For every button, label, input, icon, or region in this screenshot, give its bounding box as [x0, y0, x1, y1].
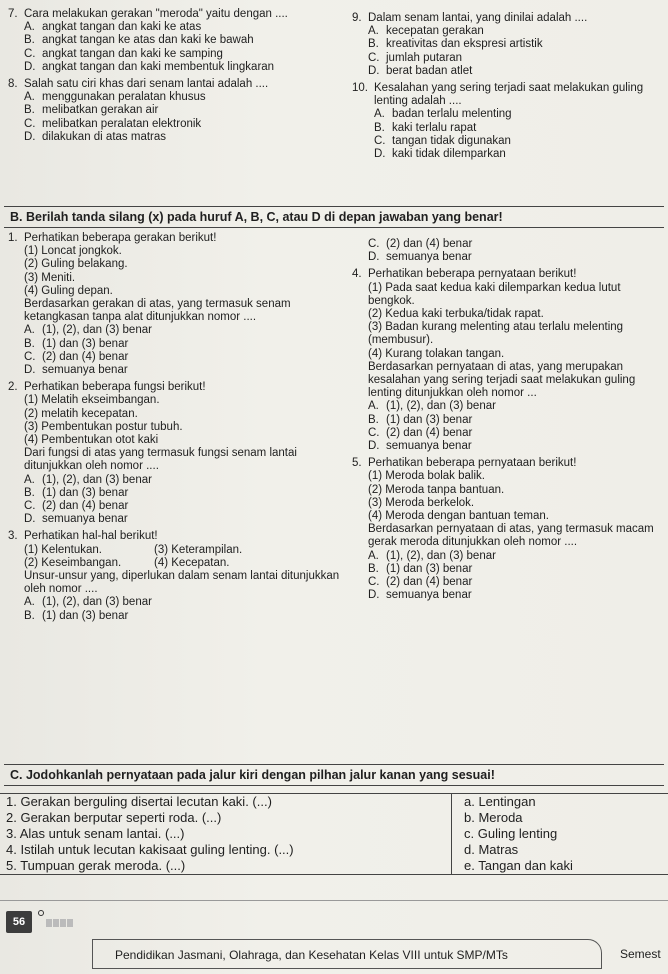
decorative-bars-icon	[46, 914, 74, 932]
option[interactable]: B. (1) dan (3) benar	[368, 413, 473, 426]
question-text: Cara melakukan gerakan "meroda" yaitu dengan ....	[24, 8, 288, 20]
decorative-dot-icon	[38, 910, 44, 916]
question-text: Perhatikan beberapa fungsi berikut!	[24, 381, 206, 394]
list-item: (2) Meroda tanpa bantuan.	[368, 483, 505, 496]
option[interactable]: A. (1), (2), dan (3) benar	[368, 549, 496, 562]
question-stem: Berdasarkan pernyataan di atas, yang merupakan kesalahan yang sering terjadi saat melakukan guling lenting ditunjukkan oleh nomor ...	[368, 360, 636, 400]
list-row: (1) Kelentukan. (3) Keterampilan.	[24, 543, 243, 556]
list-item: (3) Pembentukan postur tubuh.	[24, 420, 183, 433]
question-b3	[8, 530, 348, 543]
question-text: Salah satu ciri khas dari senam lantai adalah ....	[24, 78, 269, 91]
question-number: 8.	[8, 78, 18, 91]
answer-choice[interactable]: b. Meroda	[464, 810, 523, 825]
question-number: 2.	[8, 381, 18, 394]
question-stem: Dari fungsi di atas yang termasuk fungsi senam lantai ditunjukkan oleh nomor ....	[24, 447, 297, 473]
option[interactable]: A. menggunakan peralatan khusus	[24, 91, 206, 104]
statement: 5. Tumpuan gerak meroda. (...)	[6, 858, 186, 873]
question-7	[8, 8, 348, 21]
list-row: (2) Keseimbangan. (4) Kecepatan.	[24, 556, 230, 569]
page-footer	[0, 900, 668, 974]
section-b-heading: B. Berilah tanda silang (x) pada huruf A, B, C, atau D di depan jawaban yang benar!	[4, 206, 664, 228]
section-c-heading: C. Jodohkanlah pernyataan pada jalur kiri dengan pilhan jalur kanan yang sesuai!	[4, 764, 664, 786]
question-number: 9.	[352, 12, 362, 24]
question-b5	[352, 457, 664, 470]
option[interactable]: C. (2) dan (4) benar	[368, 426, 473, 439]
answer-choice[interactable]: a. Lentingan	[464, 794, 536, 809]
list-item: (4) Pembentukan otot kaki	[24, 434, 159, 447]
option[interactable]: A. angkat tangan dan kaki ke atas	[24, 21, 202, 34]
option[interactable]: A. (1), (2), dan (3) benar	[24, 473, 152, 486]
book-title: Pendidikan Jasmani, Olahraga, dan Kesehatan Kelas VIII untuk SMP/MTs	[92, 939, 602, 969]
option[interactable]: D. berat badan atlet	[368, 64, 473, 77]
list-item: (2) melatih kecepatan.	[24, 407, 138, 420]
option[interactable]: B. angkat tangan ke atas dan kaki ke bawah	[24, 34, 254, 47]
list-item: (2) Guling belakang.	[24, 258, 128, 271]
list-item: (2) Kedua kaki terbuka/tidak rapat.	[368, 308, 544, 321]
option[interactable]: D. semuanya benar	[24, 513, 128, 526]
option[interactable]: B. kaki terlalu rapat	[374, 121, 477, 134]
answer-choice[interactable]: e. Tangan dan kaki	[464, 858, 573, 873]
question-stem: Unsur-unsur yang, diperlukan dalam senam lantai ditunjukkan oleh nomor ....	[24, 570, 340, 596]
statement: 2. Gerakan berputar seperti roda. (...)	[6, 810, 222, 825]
option[interactable]: D. semuanya benar	[368, 589, 472, 602]
question-number: 5.	[352, 457, 362, 470]
page-number: 56	[6, 911, 32, 933]
option[interactable]: B. (1) dan (3) benar	[24, 486, 129, 499]
top-right-column	[352, 12, 664, 161]
option[interactable]: A. (1), (2), dan (3) benar	[24, 324, 152, 337]
top-left-column	[8, 8, 348, 144]
question-number: 1.	[8, 232, 18, 244]
option[interactable]: C. tangan tidak digunakan	[374, 134, 511, 147]
list-item: (4) Meroda dengan bantuan teman.	[368, 510, 549, 523]
question-text: Perhatikan hal-hal berikut!	[24, 530, 158, 543]
option[interactable]: A. kecepatan gerakan	[368, 25, 484, 38]
question-text: Kesalahan yang sering terjadi saat melakukan guling lenting adalah ....	[374, 82, 644, 108]
option[interactable]: C. (2) dan (4) benar	[368, 238, 473, 250]
question-b2	[8, 381, 348, 394]
option[interactable]: C. (2) dan (4) benar	[24, 350, 129, 363]
question-text: Perhatikan beberapa pernyataan berikut!	[368, 268, 577, 281]
question-10	[352, 82, 664, 108]
list-item: (3) Meroda berkelok.	[368, 496, 475, 509]
option[interactable]: A. (1), (2), dan (3) benar	[24, 596, 152, 609]
statement: 4. Istilah untuk lecutan kakisaat guling lenting. (...)	[6, 842, 294, 857]
option[interactable]: C. angkat tangan dan kaki ke samping	[24, 47, 223, 60]
answer-choice[interactable]: d. Matras	[464, 842, 519, 857]
question-text: Perhatikan beberapa gerakan berikut!	[24, 232, 217, 244]
option[interactable]: D. angkat tangan dan kaki membentuk lingkaran	[24, 60, 275, 73]
question-number: 4.	[352, 268, 362, 281]
list-item: (3) Meniti.	[24, 271, 76, 284]
section-b-right-column	[352, 238, 664, 602]
option[interactable]: B. (1) dan (3) benar	[24, 609, 129, 622]
answer-choice[interactable]: c. Guling lenting	[464, 826, 558, 841]
semester-label: Semest	[620, 947, 661, 961]
list-item: (1) Loncat jongkok.	[24, 245, 122, 258]
list-item: (4) Guling depan.	[24, 284, 113, 297]
question-b1	[8, 232, 348, 245]
option[interactable]: B. (1) dan (3) benar	[368, 562, 473, 575]
matching-table	[0, 793, 668, 875]
list-item: (1) Pada saat kedua kaki dilemparkan kedua lutut bengkok.	[368, 281, 621, 307]
option[interactable]: D. kaki tidak dilemparkan	[374, 148, 506, 161]
option[interactable]: B. melibatkan gerakan air	[24, 104, 159, 117]
option[interactable]: C. melibatkan peralatan elektronik	[24, 117, 202, 130]
question-b4	[352, 268, 664, 281]
option[interactable]: D. semuanya benar	[368, 440, 472, 453]
option[interactable]: D. semuanya benar	[368, 251, 472, 264]
question-stem: Berdasarkan pernyataan di atas, yang termasuk macam gerak meroda ditunjukkan oleh nomor ....	[368, 523, 654, 549]
question-text: Dalam senam lantai, yang dinilai adalah ....	[368, 12, 588, 24]
option[interactable]: A. (1), (2), dan (3) benar	[368, 400, 496, 413]
option[interactable]: C. jumlah putaran	[368, 51, 463, 64]
option[interactable]: A. badan terlalu melenting	[374, 108, 512, 121]
section-b-left-column	[8, 232, 348, 623]
list-item: (1) Melatih ekseimbangan.	[24, 394, 160, 407]
statement: 1. Gerakan berguling disertai lecutan kaki. (...)	[6, 794, 272, 809]
option[interactable]: C. (2) dan (4) benar	[24, 500, 129, 513]
question-number: 7.	[8, 8, 18, 20]
question-text: Perhatikan beberapa pernyataan berikut!	[368, 457, 577, 470]
option[interactable]: D. dilakukan di atas matras	[24, 130, 167, 143]
question-number: 3.	[8, 530, 18, 543]
matching-left-column	[0, 794, 452, 874]
question-number: 10.	[352, 82, 368, 95]
question-8	[8, 78, 348, 91]
question-9	[352, 12, 664, 25]
option[interactable]: C. (2) dan (4) benar	[368, 576, 473, 589]
question-stem: Berdasarkan gerakan di atas, yang termasuk senam ketangkasan tanpa alat ditunjukkan nomor ....	[24, 298, 291, 324]
option[interactable]: B. kreativitas dan ekspresi artistik	[368, 38, 543, 51]
statement: 3. Alas untuk senam lantai. (...)	[6, 826, 185, 841]
option[interactable]: B. (1) dan (3) benar	[24, 337, 129, 350]
list-item: (4) Kurang tolakan tangan.	[368, 347, 505, 360]
option[interactable]: D. semuanya benar	[24, 364, 128, 377]
list-item: (1) Meroda bolak balik.	[368, 470, 485, 483]
list-item: (3) Badan kurang melenting atau terlalu melenting (membusur).	[368, 321, 624, 347]
matching-right-column	[452, 794, 668, 874]
